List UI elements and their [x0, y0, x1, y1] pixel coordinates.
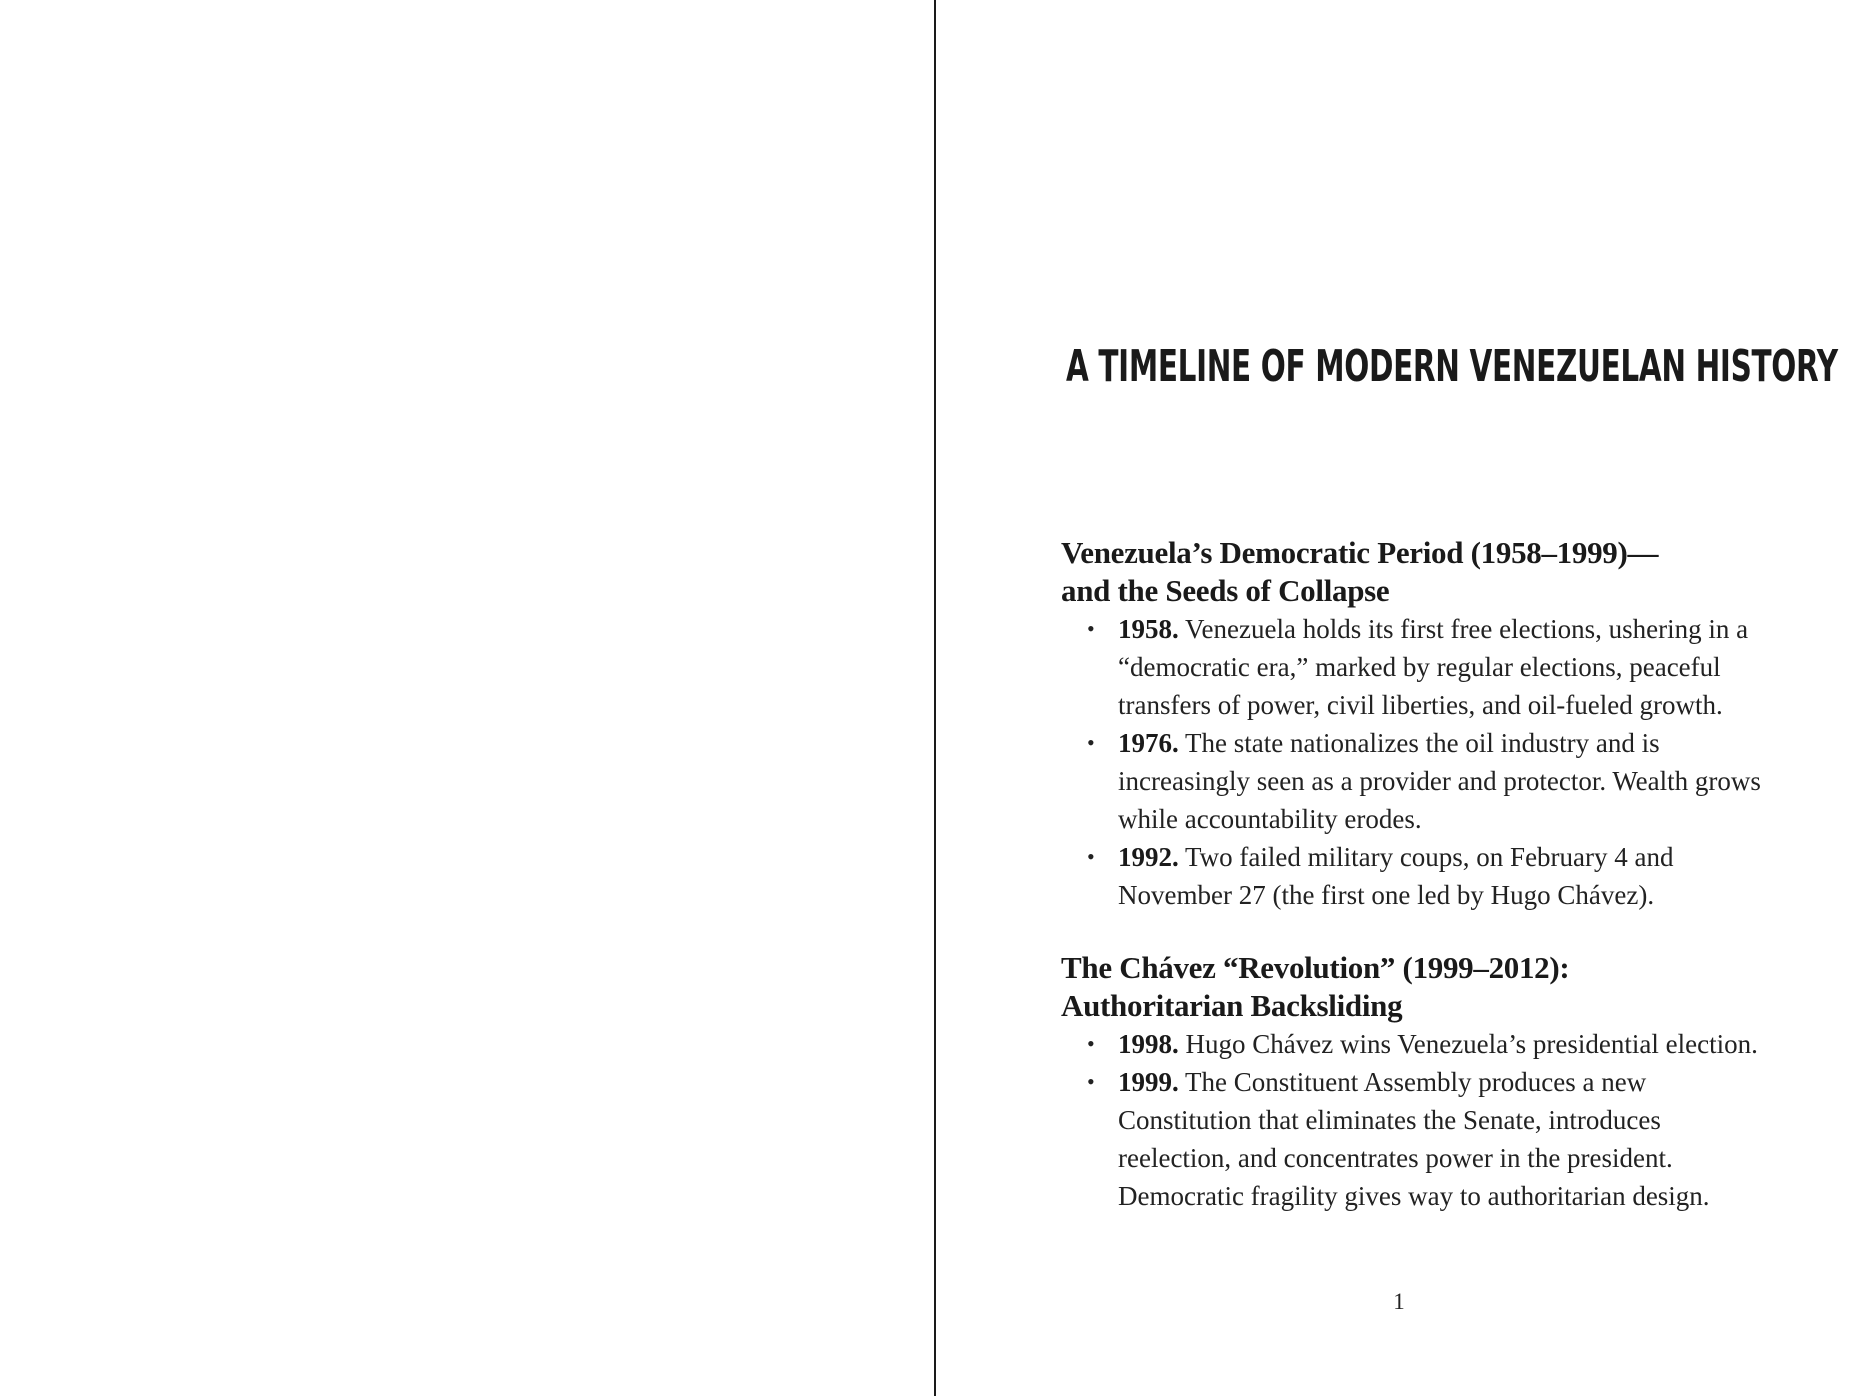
bullet-icon: •: [1087, 730, 1095, 755]
entry-text: The state nationalizes the oil industry and is increasingly seen as a provider and protector. Wealth grows while accountability erodes.: [1118, 728, 1761, 834]
entry-year: 1992.: [1118, 842, 1179, 872]
bullet-icon: •: [1087, 1069, 1095, 1094]
entry-year: 1999.: [1118, 1067, 1179, 1097]
section-heading-line: The Chávez “Revolution” (1999–2012):: [1061, 950, 1570, 985]
section-heading: [1061, 949, 1761, 1025]
page-number: 1: [1393, 1289, 1405, 1314]
entry-text: Hugo Chávez wins Venezuela’s presidential election.: [1185, 1029, 1758, 1059]
entry-text: The Constituent Assembly produces a new Constitution that eliminates the Senate, introduces reelection, and concentrates power in the president. Democratic fragility gives way to authoritarian design.: [1118, 1067, 1710, 1211]
timeline-entry-1999: [1087, 1063, 1761, 1215]
right-page: [936, 0, 1862, 1396]
entry-text: Venezuela holds its first free elections, ushering in a “democratic era,” marked by regular elections, peaceful transfers of power, civil liberties, and oil-fueled growth.: [1118, 614, 1749, 720]
entry-text: Two failed military coups, on February 4 and November 27 (the first one led by Hugo Chávez).: [1118, 842, 1674, 910]
section-heading-line: Venezuela’s Democratic Period (1958–1999)—: [1061, 535, 1659, 570]
bullet-icon: •: [1087, 616, 1095, 641]
entry-year: 1958.: [1118, 614, 1179, 644]
entry-year: 1998.: [1118, 1029, 1179, 1059]
section-heading-line: Authoritarian Backsliding: [1061, 988, 1403, 1023]
timeline-entry-1992: [1087, 838, 1761, 914]
page-title: A TIMELINE OF MODERN VENEZUELAN HISTORY: [1066, 341, 1838, 392]
timeline-entry-1998: [1087, 1025, 1761, 1063]
timeline-list: [1061, 1025, 1761, 1215]
section-heading: [1061, 534, 1761, 610]
bullet-icon: •: [1087, 844, 1095, 869]
entry-year: 1976.: [1118, 728, 1179, 758]
bullet-icon: •: [1087, 1031, 1095, 1056]
section-heading-line: and the Seeds of Collapse: [1061, 573, 1390, 608]
timeline-content: [1061, 534, 1761, 1215]
section-democratic-period: [1061, 534, 1761, 914]
timeline-entry-1958: [1087, 610, 1761, 724]
timeline-entry-1976: [1087, 724, 1761, 838]
timeline-list: [1061, 610, 1761, 914]
section-chavez-revolution: [1061, 949, 1761, 1215]
